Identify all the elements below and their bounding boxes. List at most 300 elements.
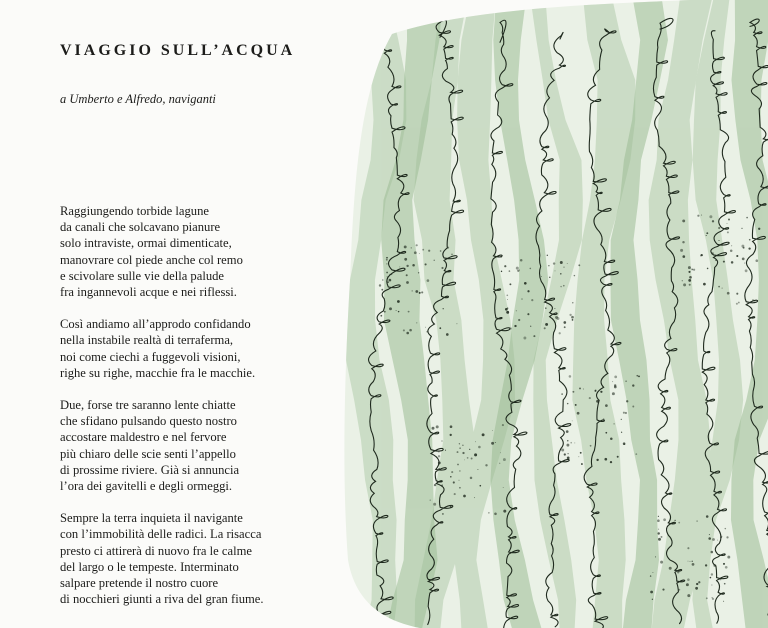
ink-speckle: [650, 575, 651, 576]
ink-speckle: [464, 459, 465, 460]
ink-speckle: [419, 292, 421, 294]
ink-speckle: [657, 532, 659, 534]
ink-speckle: [658, 529, 659, 530]
ink-speckle: [711, 573, 713, 575]
ink-speckle: [457, 451, 459, 453]
poem-line: che sfidano pulsando questo nostro: [60, 414, 237, 429]
ink-speckle: [689, 561, 690, 562]
ink-speckle: [425, 263, 427, 265]
ink-speckle: [419, 253, 420, 254]
ink-speckle: [758, 228, 760, 230]
ink-speckle: [545, 307, 547, 309]
ink-speckle: [459, 447, 461, 449]
ink-speckle: [692, 269, 693, 270]
ink-speckle: [492, 430, 493, 431]
ink-speckle: [382, 279, 383, 280]
poem-line: accostare maldestro e nel fervore: [60, 430, 227, 445]
ink-speckle: [703, 283, 706, 286]
ink-speckle: [450, 425, 453, 428]
ink-speckle: [579, 387, 581, 389]
ink-speckle: [514, 325, 516, 327]
ink-speckle: [736, 303, 738, 305]
ink-speckle: [474, 497, 475, 498]
poem-line: fra ingannevoli acque e nei riflessi.: [60, 285, 237, 300]
ink-speckle: [530, 326, 531, 327]
ink-speckle: [706, 232, 708, 234]
ink-speckle: [688, 266, 691, 269]
ink-speckle: [434, 260, 435, 261]
ink-speckle: [462, 445, 464, 447]
ink-speckle: [406, 332, 409, 335]
ink-speckle: [561, 449, 564, 452]
ink-speckle: [575, 404, 577, 406]
ink-speckle: [471, 458, 473, 460]
ink-speckle: [520, 259, 523, 262]
ink-speckle: [504, 265, 506, 267]
ink-speckle: [612, 392, 615, 395]
ink-speckle: [531, 299, 533, 301]
ink-speckle: [544, 327, 546, 329]
ink-speckle: [563, 285, 565, 287]
ink-speckle: [406, 281, 409, 284]
ink-speckle: [457, 464, 459, 466]
poem-line: di prossime riviere. Già si annuncia: [60, 462, 240, 477]
ink-speckle: [389, 307, 392, 310]
ink-speckle: [683, 283, 686, 286]
ink-speckle: [736, 255, 738, 257]
ink-speckle: [566, 430, 569, 433]
ink-speckle: [406, 265, 408, 267]
ink-speckle: [614, 384, 616, 386]
ink-speckle: [635, 453, 637, 455]
ink-speckle: [707, 268, 709, 270]
ink-speckle: [623, 412, 625, 414]
ink-speckle: [746, 217, 748, 219]
ink-speckle: [406, 274, 408, 276]
ink-speckle: [379, 284, 381, 286]
ink-speckle: [745, 269, 748, 272]
ink-speckle: [561, 393, 562, 394]
ink-speckle: [509, 283, 511, 285]
ink-speckle: [563, 321, 566, 324]
ink-speckle: [687, 547, 689, 549]
stanza-4: [60, 510, 264, 607]
ink-speckle: [506, 311, 509, 314]
ink-speckle: [491, 442, 494, 445]
poem-line: con l’immobilità delle radici. La risacca: [60, 527, 262, 542]
ink-speckle: [696, 583, 698, 585]
ink-speckle: [744, 263, 745, 264]
ink-speckle: [408, 311, 410, 313]
ink-speckle: [577, 412, 580, 415]
ink-speckle: [524, 282, 527, 285]
ink-speckle: [380, 315, 382, 317]
ink-speckle: [505, 308, 508, 311]
ink-speckle: [614, 376, 617, 379]
ink-speckle: [549, 277, 550, 278]
ink-speckle: [446, 333, 449, 336]
ink-speckle: [711, 584, 712, 585]
ink-speckle: [632, 384, 634, 386]
ink-speckle: [470, 477, 473, 480]
ink-speckle: [502, 424, 504, 426]
poem-line: Due, forse tre saranno lente chiatte: [60, 398, 236, 413]
ink-speckle: [572, 319, 574, 321]
ink-speckle: [569, 314, 571, 316]
ink-speckle: [604, 458, 607, 461]
ink-speckle: [530, 268, 532, 270]
ink-speckle: [548, 265, 549, 266]
ink-speckle: [632, 406, 634, 408]
ink-speckle: [706, 515, 709, 518]
ink-speckle: [652, 572, 653, 573]
ink-speckle: [708, 537, 711, 540]
ink-speckle: [418, 272, 419, 273]
poem-line: salpare pretende il nostro cuore: [60, 576, 219, 591]
poem-line: manovrare col piede anche col remo: [60, 252, 243, 267]
ink-speckle: [574, 442, 575, 443]
ink-speckle: [451, 471, 453, 473]
ink-speckle: [570, 442, 572, 444]
ink-speckle: [503, 510, 506, 513]
ink-speckle: [657, 519, 660, 522]
poem-title: VIAGGIO SULL’ACQUA: [60, 42, 296, 59]
ink-speckle: [583, 388, 584, 389]
ink-speckle: [519, 269, 520, 270]
ink-speckle: [557, 317, 560, 320]
ink-speckle: [438, 452, 439, 453]
ink-speckle: [433, 503, 436, 506]
ink-speckle: [682, 219, 685, 222]
ink-speckle: [705, 564, 707, 566]
poem-line: solo intraviste, ormai dimenticate,: [60, 236, 232, 251]
ink-speckle: [710, 577, 712, 579]
ink-speckle: [650, 591, 653, 594]
ink-speckle: [696, 520, 697, 521]
poem-line: l’ora dei gavitelli e degli ormeggi.: [60, 479, 233, 494]
ink-speckle: [722, 288, 723, 289]
ink-speckle: [564, 453, 566, 455]
ink-speckle: [689, 284, 691, 286]
ink-speckle: [459, 480, 460, 481]
ink-speckle: [412, 264, 415, 267]
ink-speckle: [717, 540, 718, 541]
ink-speckle: [555, 270, 556, 271]
ink-speckle: [560, 273, 562, 275]
ink-speckle: [500, 452, 501, 453]
ink-speckle: [475, 441, 476, 442]
ink-speckle: [467, 457, 469, 459]
ink-speckle: [453, 481, 455, 483]
ink-speckle: [569, 375, 572, 378]
ink-speckle: [567, 440, 568, 441]
ink-speckle: [527, 313, 529, 315]
ink-speckle: [674, 520, 675, 521]
ink-speckle: [396, 310, 397, 311]
ink-speckle: [398, 311, 399, 312]
ink-speckle: [411, 247, 412, 248]
ink-speckle: [580, 452, 582, 454]
ink-speckle: [499, 463, 500, 464]
ink-speckle: [612, 381, 613, 382]
poem-body: [60, 203, 264, 623]
ink-speckle: [736, 293, 738, 295]
ink-speckle: [712, 597, 713, 598]
ink-speckle: [553, 262, 555, 264]
ink-speckle: [610, 461, 612, 463]
ink-speckle: [605, 404, 608, 407]
poem-line: più chiaro delle scie senti l’appello: [60, 446, 236, 461]
ink-speckle: [718, 227, 720, 229]
ink-speckle: [727, 556, 730, 559]
ink-speckle: [416, 322, 417, 323]
ink-speckle: [749, 239, 751, 241]
ink-speckle: [478, 446, 481, 449]
poem-line: righe su righe, macchie fra le macchie.: [60, 365, 256, 380]
ink-speckle: [436, 425, 439, 428]
ink-speckle: [660, 561, 663, 564]
ink-speckle: [443, 308, 444, 309]
ink-speckle: [387, 281, 388, 282]
ink-speckle: [581, 463, 583, 465]
ink-speckle: [494, 513, 497, 516]
ink-speckle: [469, 449, 470, 450]
ink-speckle: [638, 375, 640, 377]
ink-speckle: [404, 258, 407, 261]
ink-speckle: [658, 516, 659, 517]
ink-speckle: [709, 534, 710, 535]
ink-speckle: [678, 522, 680, 524]
ink-speckle: [572, 420, 573, 421]
ink-speckle: [689, 276, 692, 279]
poem-line: Raggiungendo torbide lagune: [60, 204, 209, 218]
ink-speckle: [567, 403, 568, 404]
ink-speckle: [503, 487, 504, 488]
ink-speckle: [661, 536, 663, 538]
poem-line: nella instabile realtà di terraferma,: [60, 333, 234, 348]
ink-speckle: [456, 323, 457, 324]
ink-speckle: [414, 251, 417, 254]
ink-speckle: [386, 257, 388, 259]
ink-speckle: [724, 583, 726, 585]
ink-speckle: [415, 290, 418, 293]
ink-speckle: [495, 442, 496, 443]
ink-speckle: [421, 291, 423, 293]
ink-speckle: [727, 231, 729, 233]
ink-speckle: [578, 264, 580, 266]
ink-speckle: [695, 587, 698, 590]
ink-speckle: [399, 266, 400, 267]
ink-speckle: [560, 261, 563, 264]
ink-speckle: [386, 259, 388, 261]
ink-speckle: [731, 245, 732, 246]
ink-speckle: [386, 272, 388, 274]
ink-speckle: [516, 267, 519, 270]
ink-speckle: [709, 215, 712, 218]
ink-speckle: [741, 228, 742, 229]
ink-speckle: [403, 329, 405, 331]
ink-speckle: [727, 292, 730, 295]
poem-line: Sempre la terra inquieta il navigante: [60, 511, 243, 526]
ink-speckle: [574, 275, 575, 276]
ink-speckle: [451, 254, 453, 256]
ink-speckle: [712, 538, 715, 541]
ink-speckle: [567, 263, 568, 264]
ink-speckle: [566, 444, 569, 447]
ink-speckle: [445, 450, 446, 451]
ink-speckle: [507, 299, 508, 300]
ink-speckle: [655, 556, 656, 557]
ink-speckle: [726, 536, 728, 538]
ink-speckle: [541, 276, 542, 277]
ink-speckle: [743, 247, 745, 249]
ink-speckle: [692, 563, 695, 566]
ink-speckle: [692, 561, 693, 562]
ink-speckle: [742, 258, 745, 261]
ink-speckle: [564, 326, 566, 328]
ink-speckle: [386, 263, 387, 264]
ink-speckle: [594, 390, 596, 392]
ink-speckle: [578, 456, 579, 457]
ink-speckle: [506, 294, 508, 296]
ink-speckle: [397, 300, 400, 303]
ink-speckle: [663, 518, 666, 521]
ink-speckle: [411, 290, 413, 292]
ink-speckle: [422, 249, 424, 251]
ink-speckle: [501, 271, 502, 272]
ink-speckle: [404, 245, 407, 248]
ink-speckle: [387, 276, 388, 277]
ink-speckle: [625, 380, 627, 382]
ink-speckle: [687, 594, 690, 597]
ink-speckle: [625, 412, 627, 414]
ink-speckle: [624, 443, 625, 444]
ink-speckle: [728, 219, 730, 221]
ink-speckle: [621, 419, 622, 420]
ink-speckle: [527, 290, 529, 292]
ink-speckle: [441, 267, 443, 269]
ink-speckle: [658, 538, 661, 541]
ink-speckle: [712, 220, 714, 222]
ink-speckle: [652, 599, 653, 600]
ink-speckle: [381, 289, 383, 291]
dedication: a Umberto e Alfredo, naviganti: [60, 92, 216, 106]
ink-speckle: [669, 567, 672, 570]
ink-speckle: [438, 455, 440, 457]
ink-speckle: [755, 259, 758, 262]
ink-speckle: [748, 247, 750, 249]
ink-speckle: [485, 464, 487, 466]
ink-speckle: [596, 459, 598, 461]
ink-speckle: [590, 445, 592, 447]
poem-line: del largo o le tempeste. Interminato: [60, 559, 239, 574]
poem-line: noi come ciechi a fuggevoli visioni,: [60, 349, 241, 364]
ink-speckle: [474, 453, 477, 456]
ink-speckle: [533, 335, 535, 337]
ink-speckle: [682, 255, 685, 258]
ink-speckle: [706, 597, 708, 599]
ink-speckle: [600, 391, 602, 393]
ink-speckle: [439, 327, 441, 329]
ink-speckle: [662, 589, 664, 591]
ink-speckle: [509, 270, 511, 272]
ink-speckle: [442, 513, 444, 515]
ink-speckle: [427, 279, 430, 282]
ink-speckle: [688, 561, 689, 562]
ink-speckle: [738, 302, 740, 304]
ink-speckle: [516, 310, 517, 311]
ink-speckle: [459, 470, 460, 471]
ink-speckle: [567, 453, 568, 454]
ink-speckle: [727, 223, 728, 224]
ink-speckle: [589, 397, 591, 399]
ink-speckle: [718, 240, 719, 241]
ink-speckle: [626, 400, 628, 402]
ink-speckle: [477, 469, 478, 470]
ink-speckle: [617, 456, 619, 458]
ink-speckle: [459, 487, 461, 489]
ink-speckle: [459, 443, 460, 444]
ink-speckle: [547, 255, 548, 256]
ink-speckle: [723, 261, 725, 263]
ink-speckle: [503, 458, 506, 461]
poem-line: presto ci attirerà di nuovo fra le calme: [60, 543, 252, 558]
ink-speckle: [723, 563, 725, 565]
ink-speckle: [723, 601, 724, 602]
stanza-2: [60, 316, 264, 381]
ink-speckle: [384, 311, 386, 313]
stanza-3: [60, 397, 264, 494]
ink-speckle: [434, 484, 436, 486]
ink-speckle: [518, 319, 520, 321]
ink-speckle: [682, 241, 684, 243]
ink-speckle: [560, 286, 561, 287]
ink-speckle: [711, 551, 714, 554]
poem-line: Così andiamo all’approdo confidando: [60, 317, 251, 332]
ink-speckle: [682, 280, 683, 281]
ink-speckle: [440, 250, 442, 252]
ink-speckle: [441, 440, 442, 441]
ink-speckle: [613, 423, 614, 424]
ink-speckle: [425, 327, 426, 328]
ink-speckle: [450, 476, 452, 478]
ink-speckle: [686, 583, 689, 586]
ink-speckle: [482, 433, 485, 436]
ink-speckle: [462, 452, 464, 454]
poem-line: di nocchieri giunti a riva del gran fiume.: [60, 592, 264, 607]
ink-speckle: [572, 391, 574, 393]
ink-speckle: [697, 215, 699, 217]
ink-speckle: [521, 298, 523, 300]
ink-speckle: [554, 308, 555, 309]
ink-speckle: [688, 279, 691, 282]
ink-speckle: [389, 279, 392, 282]
ink-speckle: [636, 375, 638, 377]
poem-line: da canali che solcavano pianure: [60, 220, 221, 235]
ink-speckle: [718, 286, 720, 288]
ink-speckle: [450, 434, 452, 436]
stanza-1: [60, 203, 264, 300]
ink-speckle: [621, 432, 622, 433]
ink-speckle: [698, 581, 700, 583]
ink-speckle: [545, 323, 548, 326]
ink-speckle: [605, 432, 607, 434]
ink-speckle: [725, 528, 726, 529]
ink-speckle: [454, 493, 456, 495]
ink-speckle: [416, 244, 418, 246]
ink-speckle: [693, 269, 695, 271]
ink-speckle: [706, 235, 707, 236]
